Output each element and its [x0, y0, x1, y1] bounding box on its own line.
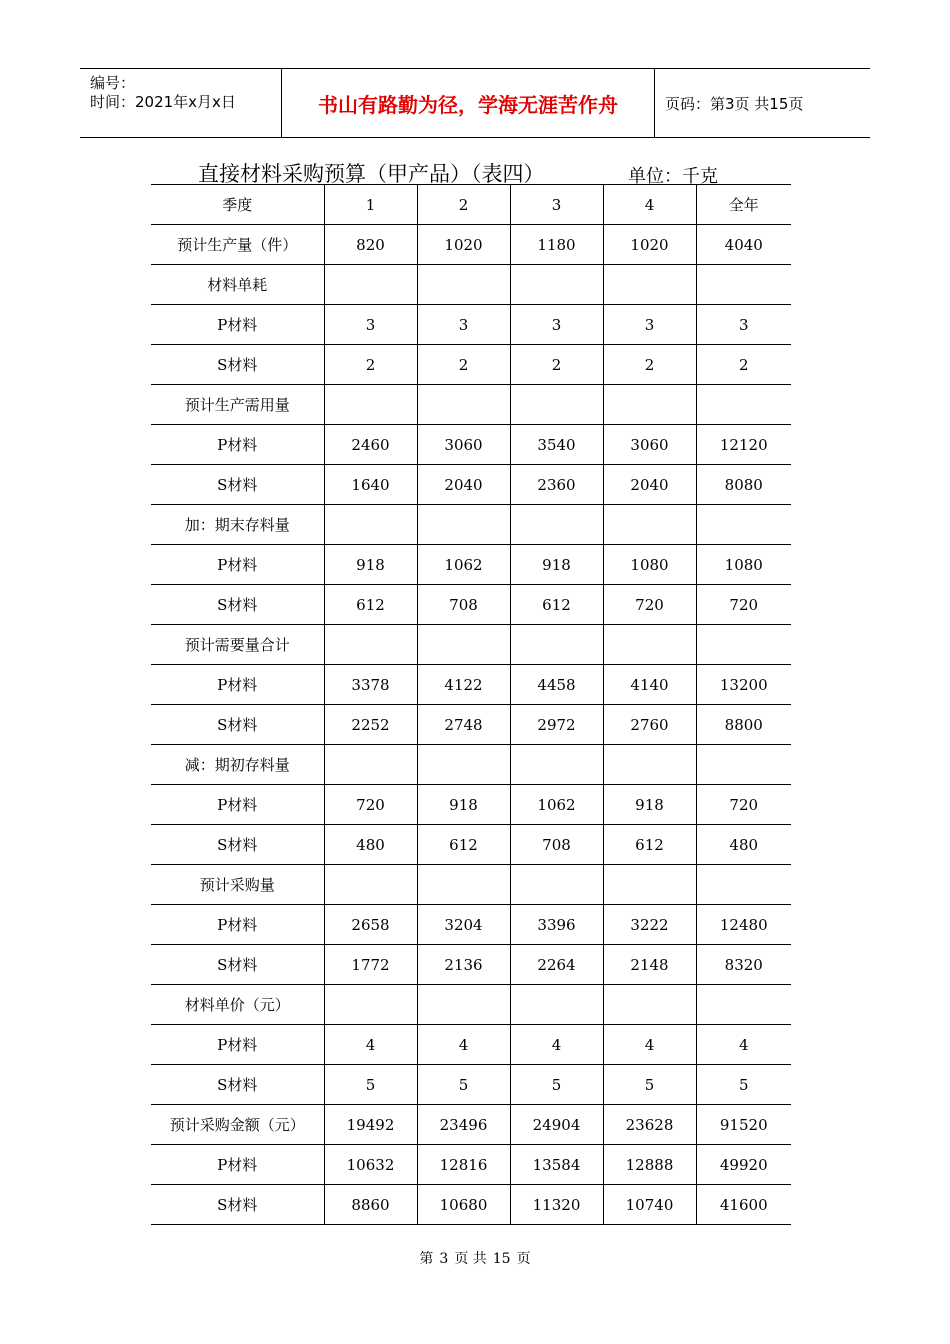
value-cell: 8080: [696, 465, 791, 505]
value-cell: [603, 385, 696, 425]
value-cell: [417, 745, 510, 785]
value-cell: 2136: [417, 945, 510, 985]
value-cell: [510, 625, 603, 665]
value-cell: 918: [603, 785, 696, 825]
value-cell: 3060: [603, 425, 696, 465]
table-row: [151, 825, 791, 865]
value-cell: 12120: [696, 425, 791, 465]
value-cell: [324, 385, 417, 425]
value-cell: 23628: [603, 1105, 696, 1145]
row-label-cell: P材料: [151, 665, 324, 705]
value-cell: 3540: [510, 425, 603, 465]
value-cell: 720: [324, 785, 417, 825]
footer-prefix: 第: [419, 1251, 434, 1267]
table-row: [151, 1065, 791, 1105]
row-label-cell: 预计采购量: [151, 865, 324, 905]
value-cell: 10680: [417, 1185, 510, 1225]
value-cell: [417, 865, 510, 905]
table-row: [151, 665, 791, 705]
value-cell: 1: [324, 185, 417, 225]
value-cell: 3: [510, 185, 603, 225]
row-label-cell: P材料: [151, 905, 324, 945]
value-cell: 1062: [510, 785, 603, 825]
value-cell: 3: [603, 305, 696, 345]
value-cell: [603, 985, 696, 1025]
row-label-cell: 加：期末存料量: [151, 505, 324, 545]
value-cell: 3204: [417, 905, 510, 945]
value-cell: 12888: [603, 1145, 696, 1185]
value-cell: 1080: [603, 545, 696, 585]
value-cell: 918: [324, 545, 417, 585]
value-cell: [324, 985, 417, 1025]
value-cell: [510, 505, 603, 545]
value-cell: [696, 265, 791, 305]
value-cell: 2760: [603, 705, 696, 745]
row-label-cell: P材料: [151, 1025, 324, 1065]
value-cell: 5: [696, 1065, 791, 1105]
table-header-row: [151, 185, 791, 225]
row-label-cell: 预计生产需用量: [151, 385, 324, 425]
page-header: [80, 68, 870, 138]
value-cell: 91520: [696, 1105, 791, 1145]
value-cell: 2: [417, 185, 510, 225]
row-label-cell: 材料单价（元）: [151, 985, 324, 1025]
value-cell: 2460: [324, 425, 417, 465]
value-cell: 3: [510, 305, 603, 345]
table-row: [151, 1145, 791, 1185]
value-cell: [510, 745, 603, 785]
table-row: [151, 905, 791, 945]
value-cell: [696, 985, 791, 1025]
value-cell: 5: [510, 1065, 603, 1105]
value-cell: [324, 625, 417, 665]
value-cell: 612: [324, 585, 417, 625]
value-cell: [510, 985, 603, 1025]
row-label-cell: S材料: [151, 945, 324, 985]
table-row: [151, 705, 791, 745]
budget-table: [151, 184, 791, 1225]
value-cell: 2: [417, 345, 510, 385]
value-cell: 1640: [324, 465, 417, 505]
value-cell: 13584: [510, 1145, 603, 1185]
value-cell: 1772: [324, 945, 417, 985]
value-cell: 3: [324, 305, 417, 345]
value-cell: 1180: [510, 225, 603, 265]
value-cell: 8860: [324, 1185, 417, 1225]
value-cell: [417, 505, 510, 545]
value-cell: [696, 745, 791, 785]
table-row: [151, 265, 791, 305]
value-cell: 5: [603, 1065, 696, 1105]
value-cell: 4040: [696, 225, 791, 265]
value-cell: 2040: [417, 465, 510, 505]
value-cell: 2748: [417, 705, 510, 745]
table-row: [151, 865, 791, 905]
value-cell: [324, 265, 417, 305]
table-row: [151, 425, 791, 465]
table-row: [151, 985, 791, 1025]
table-row: [151, 465, 791, 505]
value-cell: 全年: [696, 185, 791, 225]
table-row: [151, 625, 791, 665]
value-cell: [417, 385, 510, 425]
value-cell: 918: [417, 785, 510, 825]
value-cell: 1062: [417, 545, 510, 585]
table-row: [151, 1105, 791, 1145]
value-cell: 8800: [696, 705, 791, 745]
value-cell: 12480: [696, 905, 791, 945]
value-cell: 2040: [603, 465, 696, 505]
value-cell: 2: [324, 345, 417, 385]
footer-suffix: 页: [516, 1251, 531, 1267]
value-cell: 4: [696, 1025, 791, 1065]
value-cell: 3396: [510, 905, 603, 945]
row-label-cell: P材料: [151, 425, 324, 465]
row-label-cell: P材料: [151, 785, 324, 825]
value-cell: 4: [417, 1025, 510, 1065]
row-label-cell: S材料: [151, 1185, 324, 1225]
table-row: [151, 505, 791, 545]
value-cell: 5: [417, 1065, 510, 1105]
header-page-info: 页码：第3页 共15页: [665, 94, 804, 113]
value-cell: 4: [603, 1025, 696, 1065]
value-cell: 708: [417, 585, 510, 625]
value-cell: [324, 865, 417, 905]
value-cell: 612: [603, 825, 696, 865]
row-label-cell: P材料: [151, 545, 324, 585]
value-cell: 19492: [324, 1105, 417, 1145]
table-row: [151, 1185, 791, 1225]
row-label-cell: 材料单耗: [151, 265, 324, 305]
value-cell: 11320: [510, 1185, 603, 1225]
unit-label: 单位：千克: [628, 166, 718, 187]
value-cell: 3378: [324, 665, 417, 705]
value-cell: 23496: [417, 1105, 510, 1145]
value-cell: [417, 625, 510, 665]
value-cell: 2148: [603, 945, 696, 985]
value-cell: 4122: [417, 665, 510, 705]
header-motto: 书山有路勤为径，学海无涯苦作舟: [281, 69, 655, 137]
table-row: [151, 385, 791, 425]
value-cell: 918: [510, 545, 603, 585]
value-cell: 3222: [603, 905, 696, 945]
row-label-cell: S材料: [151, 705, 324, 745]
row-label-cell: 减：期初存料量: [151, 745, 324, 785]
value-cell: 2360: [510, 465, 603, 505]
table-row: [151, 545, 791, 585]
row-label-cell: S材料: [151, 345, 324, 385]
table-row: [151, 945, 791, 985]
value-cell: 49920: [696, 1145, 791, 1185]
row-label-cell: S材料: [151, 465, 324, 505]
value-cell: 2: [510, 345, 603, 385]
row-label-cell: 预计需要量合计: [151, 625, 324, 665]
value-cell: [603, 865, 696, 905]
header-meta: [80, 69, 280, 137]
value-cell: 8320: [696, 945, 791, 985]
value-cell: 10740: [603, 1185, 696, 1225]
value-cell: 820: [324, 225, 417, 265]
value-cell: 4: [510, 1025, 603, 1065]
value-cell: 41600: [696, 1185, 791, 1225]
value-cell: [603, 625, 696, 665]
value-cell: 1080: [696, 545, 791, 585]
value-cell: 612: [417, 825, 510, 865]
value-cell: [603, 265, 696, 305]
value-cell: 4458: [510, 665, 603, 705]
value-cell: 480: [696, 825, 791, 865]
value-cell: [603, 505, 696, 545]
row-label-cell: 预计生产量（件）: [151, 225, 324, 265]
value-cell: 3: [696, 305, 791, 345]
row-label-cell: P材料: [151, 1145, 324, 1185]
footer-total-pages: 15: [492, 1251, 511, 1267]
value-cell: [696, 505, 791, 545]
value-cell: 5: [324, 1065, 417, 1105]
code-label: 编号：: [90, 74, 136, 92]
table-row: [151, 785, 791, 825]
value-cell: [510, 265, 603, 305]
row-label-cell: P材料: [151, 305, 324, 345]
value-cell: 24904: [510, 1105, 603, 1145]
time-label: 时间：2021年x月x日: [90, 93, 236, 111]
value-cell: 12816: [417, 1145, 510, 1185]
value-cell: [417, 985, 510, 1025]
value-cell: 4140: [603, 665, 696, 705]
value-cell: 10632: [324, 1145, 417, 1185]
table-row: [151, 345, 791, 385]
value-cell: 2658: [324, 905, 417, 945]
page-footer: [0, 1248, 950, 1268]
value-cell: 720: [603, 585, 696, 625]
document-title: 直接材料采购预算（甲产品）（表四）: [198, 162, 545, 186]
value-cell: 13200: [696, 665, 791, 705]
table-row: [151, 305, 791, 345]
budget-table-body: [151, 185, 791, 1225]
value-cell: 720: [696, 585, 791, 625]
value-cell: 2: [603, 345, 696, 385]
table-row: [151, 745, 791, 785]
value-cell: 612: [510, 585, 603, 625]
row-label-cell: S材料: [151, 825, 324, 865]
value-cell: 708: [510, 825, 603, 865]
value-cell: [510, 385, 603, 425]
value-cell: 1020: [603, 225, 696, 265]
table-row: [151, 585, 791, 625]
value-cell: [696, 865, 791, 905]
value-cell: [603, 745, 696, 785]
value-cell: 4: [603, 185, 696, 225]
value-cell: 1020: [417, 225, 510, 265]
value-cell: 2252: [324, 705, 417, 745]
table-row: [151, 1025, 791, 1065]
value-cell: 720: [696, 785, 791, 825]
value-cell: 480: [324, 825, 417, 865]
table-row: [151, 225, 791, 265]
value-cell: [324, 745, 417, 785]
row-label-cell: S材料: [151, 585, 324, 625]
value-cell: 4: [324, 1025, 417, 1065]
row-label-cell: 季度: [151, 185, 324, 225]
value-cell: [696, 385, 791, 425]
value-cell: 2: [696, 345, 791, 385]
footer-current-page: 3: [439, 1251, 449, 1267]
footer-mid: 页 共: [454, 1251, 487, 1267]
value-cell: [510, 865, 603, 905]
value-cell: 2264: [510, 945, 603, 985]
value-cell: [324, 505, 417, 545]
value-cell: 3: [417, 305, 510, 345]
row-label-cell: S材料: [151, 1065, 324, 1105]
value-cell: [417, 265, 510, 305]
row-label-cell: 预计采购金额（元）: [151, 1105, 324, 1145]
value-cell: [696, 625, 791, 665]
value-cell: 3060: [417, 425, 510, 465]
value-cell: 2972: [510, 705, 603, 745]
